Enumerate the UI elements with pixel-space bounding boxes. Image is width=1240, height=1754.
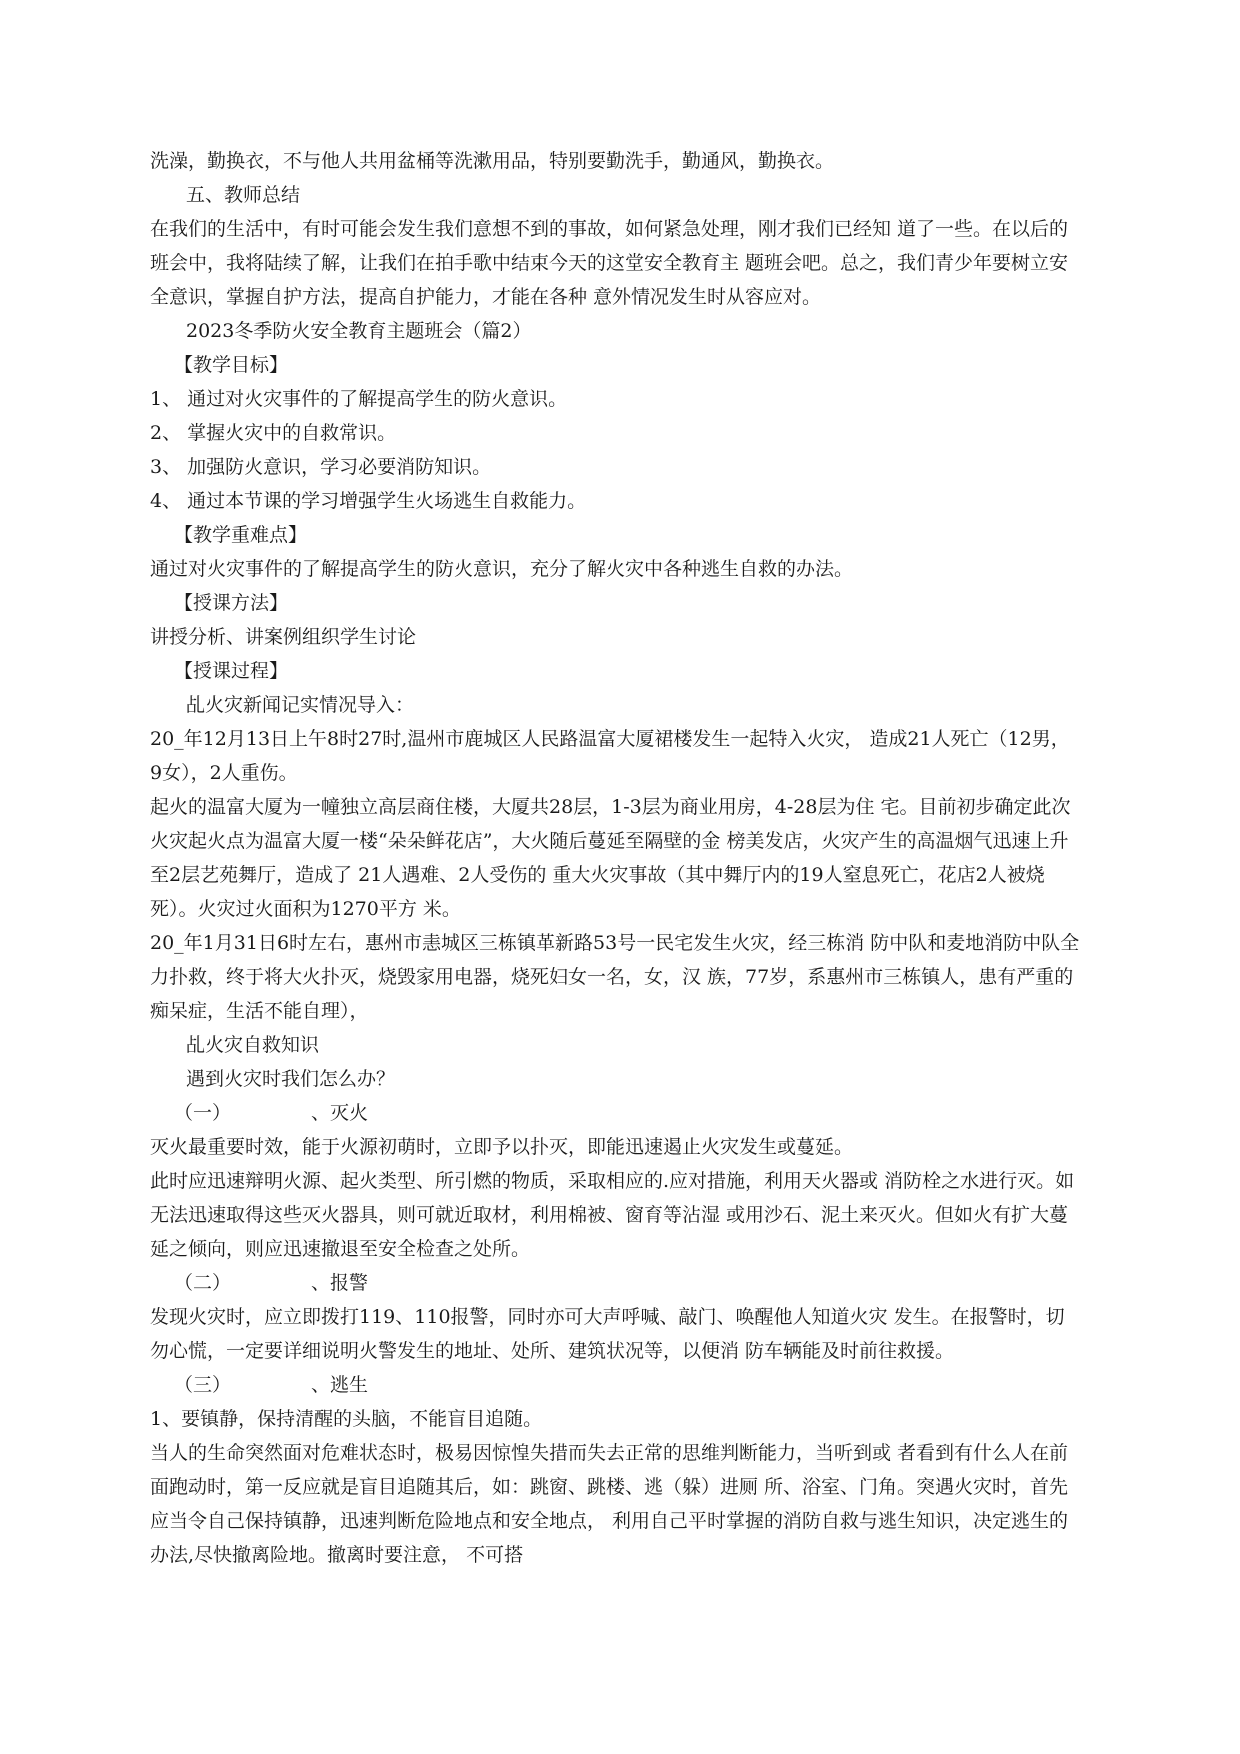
list-item: 4、 通过本节课的学习增强学生火场逃生自救能力。 xyxy=(150,490,587,512)
paragraph: 通过对火灾事件的了解提高学生的防火意识，充分了解火灾中各种逃生自救的办法。 xyxy=(150,558,854,580)
text-line: 洗澡，勤换衣，不与他人共用盆桶等洗漱用品，特别要勤洗手，勤通风，勤换衣。 xyxy=(150,150,835,172)
list-item: 2、 掌握火灾中的自救常识。 xyxy=(150,422,397,444)
section-heading: 【教学重难点】 xyxy=(174,524,308,546)
paragraph: 当人的生命突然面对危难状态时，极易因惊惶失措而失去正常的思维判断能力，当听到或 者看到有什么人在前面跑动时，第一反应就是盲目追随其后，如：跳窗、跳楼、逃（躲）进厕 所、浴室、门角。突遇火灾时，首先应当令自己保持镇静，迅速判断危险地点和安全地点， 利用自己平时掌握的消防自救与逃生知识，决定逃生的办法,尽快撤离险地。撤离时要注意， 不可搭 xyxy=(150,1442,1069,1566)
subheading-title: 、逃生 xyxy=(311,1374,369,1396)
section-heading: 【教学目标】 xyxy=(174,354,289,376)
paragraph: 此时应迅速辩明火源、起火类型、所引燃的物质，采取相应的.应对措施，利用天火器或 消防栓之水进行灭。如无法迅速取得这些灭火器具，则可就近取材，利用棉被、窗育等沾湿 或用沙石、泥土来灭火。但如火有扩大蔓延之倾向，则应迅速撤退至安全检查之处所。 xyxy=(150,1170,1075,1260)
subheading xyxy=(150,1096,1080,1130)
subheading-title: 、报警 xyxy=(311,1272,369,1294)
section-heading: 五、教师总结 xyxy=(186,184,301,206)
subheading-number: （二） xyxy=(174,1272,232,1294)
paragraph: 发现火灾时，应立即拨打119、110报警，同时亦可大声呼喊、敲门、唤醒他人知道火灾 发生。在报警时，切勿心慌，一定要详细说明火警发生的地址、处所、建筑状况等，以便消 防车辆能及时前往救援。 xyxy=(150,1306,1065,1362)
paragraph: 起火的温富大厦为一幢独立高层商住楼，大厦共28层，1-3层为商业用房，4-28层为住 宅。目前初步确定此次火灾起火点为温富大厦一楼“朵朵鲜花店”，大火随后蔓延至隔壁的金 榜美发店，火灾产生的高温烟气迅速上升至2层艺苑舞厅，造成了 21人遇难、2人受伤的 重大火灾事故（其中舞厅内的19人窒息死亡，花店2人被烧死）。火灾过火面积为1270平方 米。 xyxy=(150,796,1071,920)
paragraph: 灭火最重要时效，能于火源初萌时，立即予以扑灭，即能迅速遏止火灾发生或蔓延。 xyxy=(150,1136,854,1158)
section-heading: 【授课方法】 xyxy=(174,592,289,614)
paragraph: 遇到火灾时我们怎么办？ xyxy=(186,1068,396,1090)
subheading-title: 、灭火 xyxy=(311,1102,369,1124)
subheading xyxy=(150,1368,1080,1402)
paragraph: 20_年1月31日6时左右，惠州市恚城区三栋镇革新路53号一民宅发生火灾，经三栋消 防中队和麦地消防中队全力扑救，终于将大火扑灭，烧毁家用电器，烧死妇女一名，女，汉 族，77岁，系惠州市三栋镇人，患有严重的痴呆症，生活不能自理）， xyxy=(150,932,1080,1022)
subheading-number: （三） xyxy=(174,1374,232,1396)
paragraph: 20_年12月13日上午8时27时,温州市鹿城区人民路温富大厦裙楼发生一起特入火灾， 造成21人死亡（12男，9女），2人重伤。 xyxy=(150,728,1070,784)
document-title: 2023冬季防火安全教育主题班会（篇2） xyxy=(186,320,532,342)
section-heading: 【授课过程】 xyxy=(174,660,289,682)
document-body xyxy=(150,144,1080,1572)
paragraph: 在我们的生活中，有时可能会发生我们意想不到的事故，如何紧急处理，刚才我们已经知 道了一些。在以后的班会中，我将陆续了解，让我们在拍手歌中结束今天的这堂安全教育主 题班会吧。总之，我们青少年要树立安全意识，掌握自护方法，提高自护能力，才能在各种 意外情况发生时从容应对。 xyxy=(150,218,1069,308)
paragraph: 1、要镇静，保持清醒的头脑，不能盲目追随。 xyxy=(150,1408,543,1430)
paragraph: 讲授分析、讲案例组织学生讨论 xyxy=(150,626,417,648)
list-item: 1、 通过对火灾事件的了解提高学生的防火意识。 xyxy=(150,388,568,410)
subheading xyxy=(150,1266,1080,1300)
subheading-number: （一） xyxy=(174,1102,232,1124)
subheading: 乩火灾新闻记实情况导入： xyxy=(186,694,415,716)
list-item: 3、 加强防火意识，学习必要消防知识。 xyxy=(150,456,492,478)
subheading: 乩火灾自救知识 xyxy=(186,1034,320,1056)
